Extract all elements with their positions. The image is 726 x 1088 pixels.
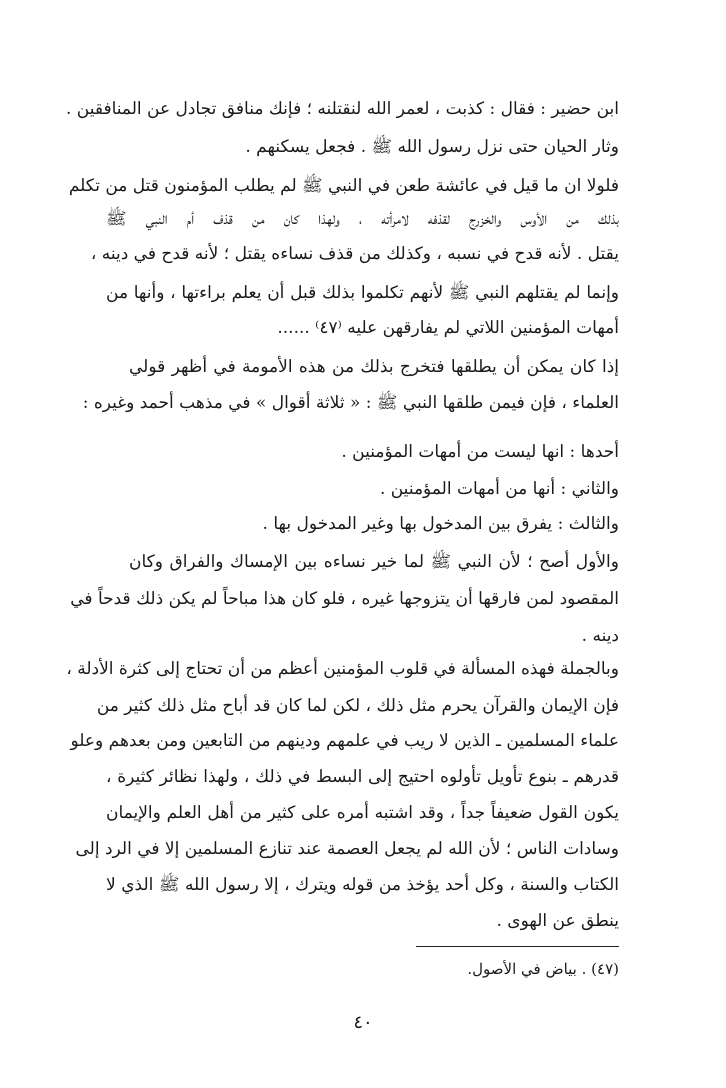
footnote-divider	[416, 946, 619, 947]
page-number: ٤٠	[353, 1012, 373, 1033]
text-line: يكون القول ضعيفاً جداً ، وقد اشتبه أمره على كثير من أهل العلم والإيمان	[106, 803, 619, 823]
paragraph-first-line: إذا كان يمكن أن يطلقها فتخرج بذلك من هذه الأمومة في أظهر قولي	[129, 357, 619, 377]
list-item: والثاني : أنها من أمهات المؤمنين .	[379, 479, 619, 499]
text-line: وثار الحيان حتى نزل رسول الله ﷺ . فجعل يسكنهم .	[245, 137, 619, 157]
text-line: وإنما لم يقتلهم النبي ﷺ لأنهم تكلموا بذلك قبل أن يعلم براءتها ، وأنها من	[106, 283, 619, 303]
text-line: علماء المسلمين ـ الذين لا ريب في علمهم ودينهم من التابعين ومن بعدهم وعلو	[70, 731, 619, 751]
text-line: ينطق عن الهوى .	[496, 911, 619, 931]
list-item: والثالث : يفرق بين المدخول بها وغير المدخول بها .	[262, 514, 619, 534]
text-line: قدرهم ـ بنوع تأويل تأولوه احتيج إلى البسط في ذلك ، ولهذا نظائر كثيرة ،	[106, 767, 619, 787]
text-line: دينه .	[581, 626, 619, 646]
list-item: أحدها : انها ليست من أمهات المؤمنين .	[341, 442, 619, 462]
text-line: ابن حضير : فقال : كذبت ، لعمر الله لنقتلنه ؛ فإنك منافق تجادل عن المنافقين .	[65, 99, 619, 119]
footnote: (٤٧) . بياض في الأصول.	[467, 960, 619, 978]
text-line: أمهات المؤمنين اللاتي لم يفارقهن عليه ⁽٤٧⁾ ......	[277, 318, 619, 338]
text-line: العلماء ، فإن فيمن طلقها النبي ﷺ : « ثلاثة أقوال » في مذهب أحمد وغيره :	[82, 393, 619, 413]
text-line: بذلك من الأوس والخزرج لقذفه لامرأته ، ولهذا كان من قذف أم النبي ﷺ	[106, 209, 619, 229]
text-line: المقصود لمن فارقها أن يتزوجها غيره ، فلو كان هذا مباحاً لم يكن ذلك قدحاً في	[70, 589, 619, 609]
paragraph-first-line: وبالجملة فهذه المسألة في قلوب المؤمنين أعظم من أن تحتاج إلى كثرة الأدلة ،	[66, 659, 619, 679]
paragraph-first-line: والأول أصح ؛ لأن النبي ﷺ لما خير نساءه بين الإمساك والفراق وكان	[129, 552, 619, 572]
text-line: فإن الإيمان والقرآن يحرم مثل ذلك ، لكن لما كان قد أباح مثل ذلك كثير من	[96, 696, 619, 716]
text-line: وسادات الناس ؛ لأن الله لم يجعل العصمة عند تنازع المسلمين إلا في الرد إلى	[75, 839, 619, 859]
text-line: الكتاب والسنة ، وكل أحد يؤخذ من قوله ويترك ، إلا رسول الله ﷺ الذي لا	[106, 875, 619, 895]
text-line: يقتل . لأنه قدح في نسبه ، وكذلك من قذف نساءه يقتل ؛ لأنه قدح في دينه ،	[90, 244, 619, 264]
paragraph-first-line: فلولا ان ما قيل في عائشة طعن في النبي ﷺ لم يطلب المؤمنون قتل من تكلم	[68, 176, 619, 196]
